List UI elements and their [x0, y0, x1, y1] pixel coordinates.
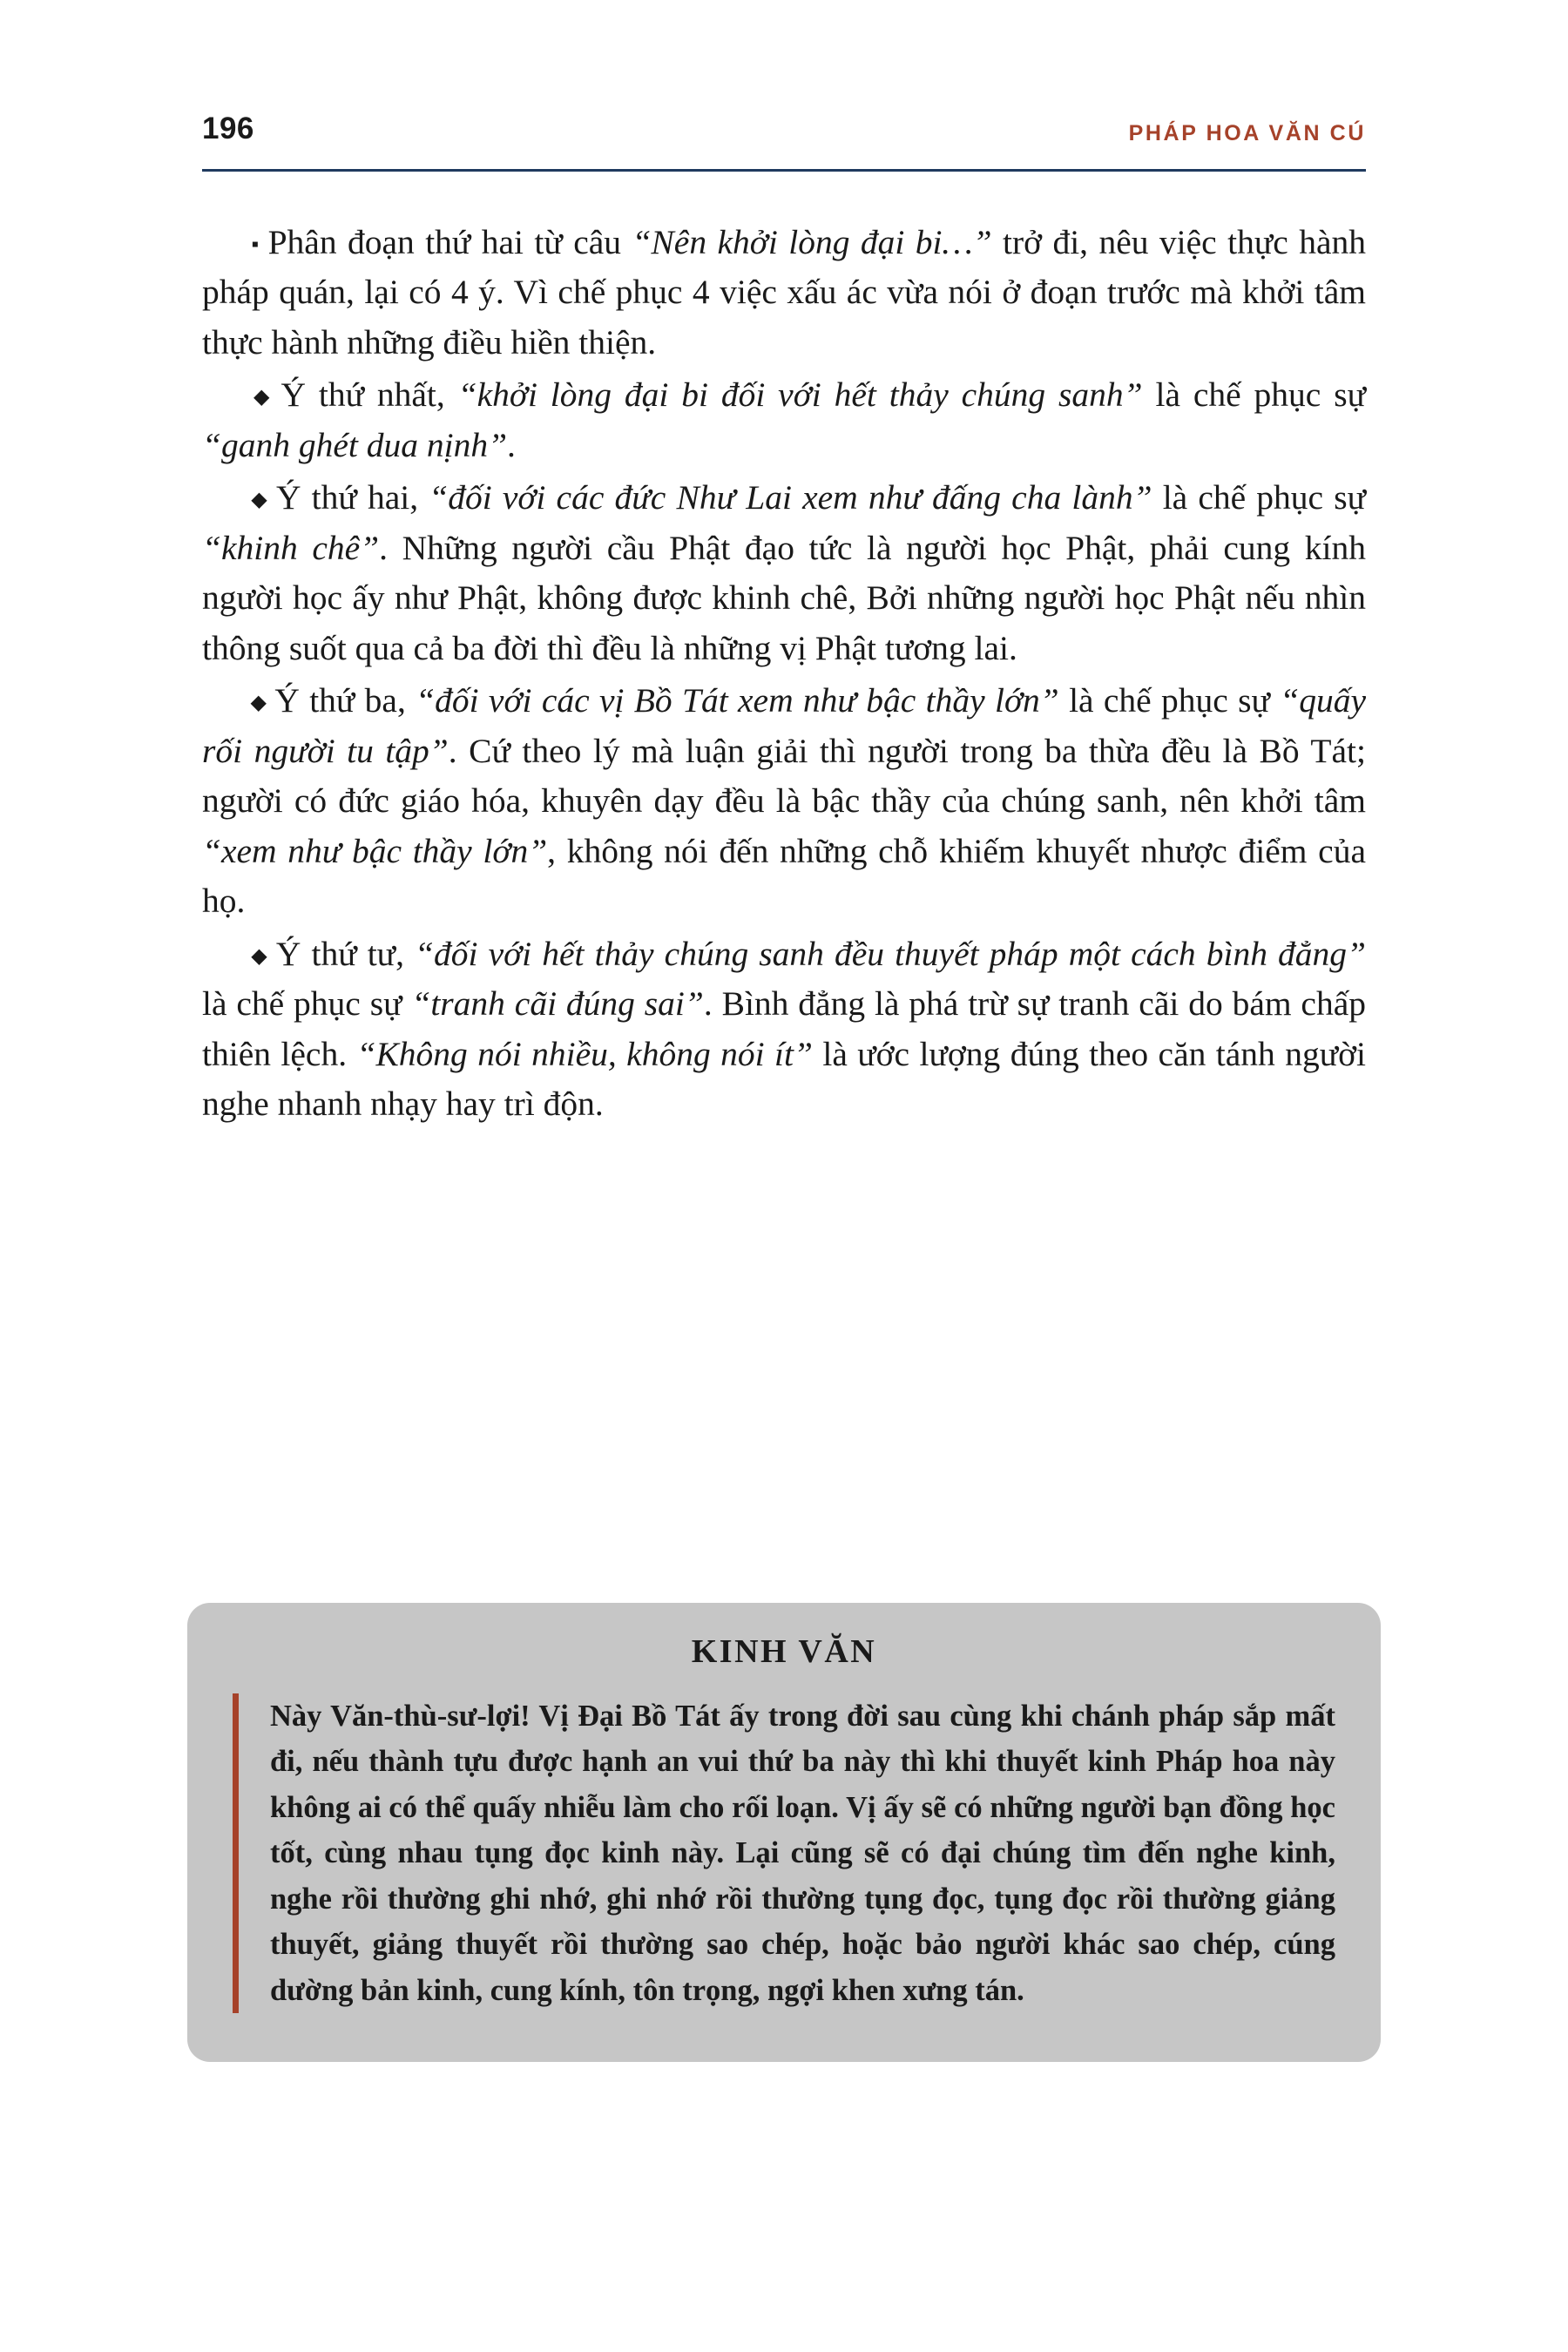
paragraph-5-run-5: . Bình đẳng là phá trừ sự tranh cãi do bám chấp thiên lệch.	[202, 984, 1367, 1073]
sutra-text: Này Văn-thù-sư-lợi! Vị Đại Bồ Tát ấy trong đời sau cùng khi chánh pháp sắp mất đi, nếu thành tựu được hạnh an vui thứ ba này thì khi thuyết kinh Pháp hoa này không ai có thể quấy nhiễu làm cho rối loạn. Vị ấy sẽ có những người bạn đồng học tốt, cùng nhau tụng đọc kinh này. Lại cũng sẽ có đại chúng tìm đến nghe kinh, nghe rồi thường ghi nhớ, ghi nhớ rồi thường tụng đọc, tụng đọc rồi thường giảng thuyết, giảng thuyết rồi thường sao chép, hoặc bảo người khác sao chép, cúng dường bản kinh, cung kính, tôn trọng, ngợi khen xưng tán.	[270, 1700, 1335, 2007]
paragraph-1-run-2: “Nên khởi lòng đại bi…”	[632, 223, 992, 261]
book-title: PHÁP HOA VĂN CÚ	[1128, 121, 1366, 145]
body-content	[202, 218, 1366, 1132]
diamond-bullet-icon: ◆	[249, 944, 269, 968]
paragraph-4	[202, 676, 1366, 926]
paragraph-3-run-2: “đối với các đức Như Lai xem như đấng cha lành”	[429, 478, 1152, 517]
paragraph-2-run-2: “khởi lòng đại bi đối với hết thảy chúng sanh”	[457, 375, 1143, 415]
paragraph-5-run-2: “đối với hết thảy chúng sanh đều thuyết pháp một cách bình đẳng”	[415, 934, 1367, 973]
paragraph-3-run-4: “khinh chê”	[202, 528, 380, 567]
paragraph-4-run-5: . Cứ theo lý mà luận giải thì người trong ba thừa đều là Bồ Tát; người có đức giáo hóa, khuyên dạy đều là bậc thầy của chúng sanh, nên khởi tâm	[202, 731, 1366, 821]
paragraph-4-run-4: “quấy rối người tu tập”	[202, 681, 1366, 770]
sutra-body-wrapper	[233, 1693, 1335, 2013]
paragraph-5-run-7: là ước lượng đúng theo căn tánh người nghe nhanh nhạy hay trì độn.	[202, 1034, 1366, 1123]
diamond-bullet-icon: ◆	[249, 692, 268, 715]
paragraph-4-run-6: “xem như bậc thầy lớn”	[202, 831, 548, 870]
paragraph-2-run-3: là chế phục sự	[1142, 375, 1366, 415]
paragraph-5-run-6: “Không nói nhiều, không nói ít”	[356, 1034, 813, 1073]
paragraph-1	[202, 218, 1366, 368]
paragraph-1-run-1: Phân đoạn thứ hai từ câu	[267, 223, 632, 261]
page-number: 196	[202, 112, 254, 145]
paragraph-5-run-3: là chế phục sự	[202, 984, 412, 1024]
paragraph-2-run-5: .	[507, 425, 516, 464]
paragraph-3-run-5: . Những người cầu Phật đạo tức là người học Phật, phải cung kính người học ấy như Phật, không được khinh chê, Bởi những người học Phật nếu nhìn thông suốt qua cả ba đời thì đều là những vị Phật tương lai.	[202, 528, 1366, 667]
paragraph-5-run-4: “tranh cãi đúng sai”	[411, 984, 704, 1024]
paragraph-5	[202, 929, 1366, 1130]
paragraph-5-run-1: Ý thứ tư,	[275, 934, 416, 973]
paragraph-2	[202, 370, 1366, 470]
paragraph-1-run-3: trở đi, nêu việc thực hành pháp quán, lại có 4 ý. Vì chế phục 4 việc xấu ác vừa nói ở đoạn trước mà khởi tâm thực hành những điều hiền thiện.	[202, 223, 1366, 362]
running-head	[202, 112, 1366, 172]
diamond-bullet-icon: ◆	[249, 386, 274, 409]
paragraph-4-run-3: là chế phục sự	[1058, 681, 1281, 720]
paragraph-4-run-7: , không nói đến những chỗ khiếm khuyết nhược điểm của họ.	[202, 831, 1366, 921]
paragraph-4-run-2: “đối với các vị Bồ Tát xem như bậc thầy lớn”	[416, 681, 1059, 720]
paragraph-3-run-1: Ý thứ hai,	[276, 478, 429, 517]
paragraph-3	[202, 473, 1366, 673]
sutra-heading: KINH VĂN	[691, 1633, 877, 1670]
sutra-accent-rule	[233, 1693, 239, 2013]
sutra-callout-box	[187, 1603, 1381, 2062]
paragraph-2-run-1: Ý thứ nhất,	[280, 375, 458, 415]
paragraph-4-run-1: Ý thứ ba,	[274, 681, 416, 720]
paragraph-3-run-3: là chế phục sự	[1152, 478, 1367, 517]
square-bullet-icon: ▪	[249, 233, 261, 256]
paragraph-2-run-4: “ganh ghét dua nịnh”	[202, 425, 508, 464]
diamond-bullet-icon: ◆	[249, 489, 269, 512]
